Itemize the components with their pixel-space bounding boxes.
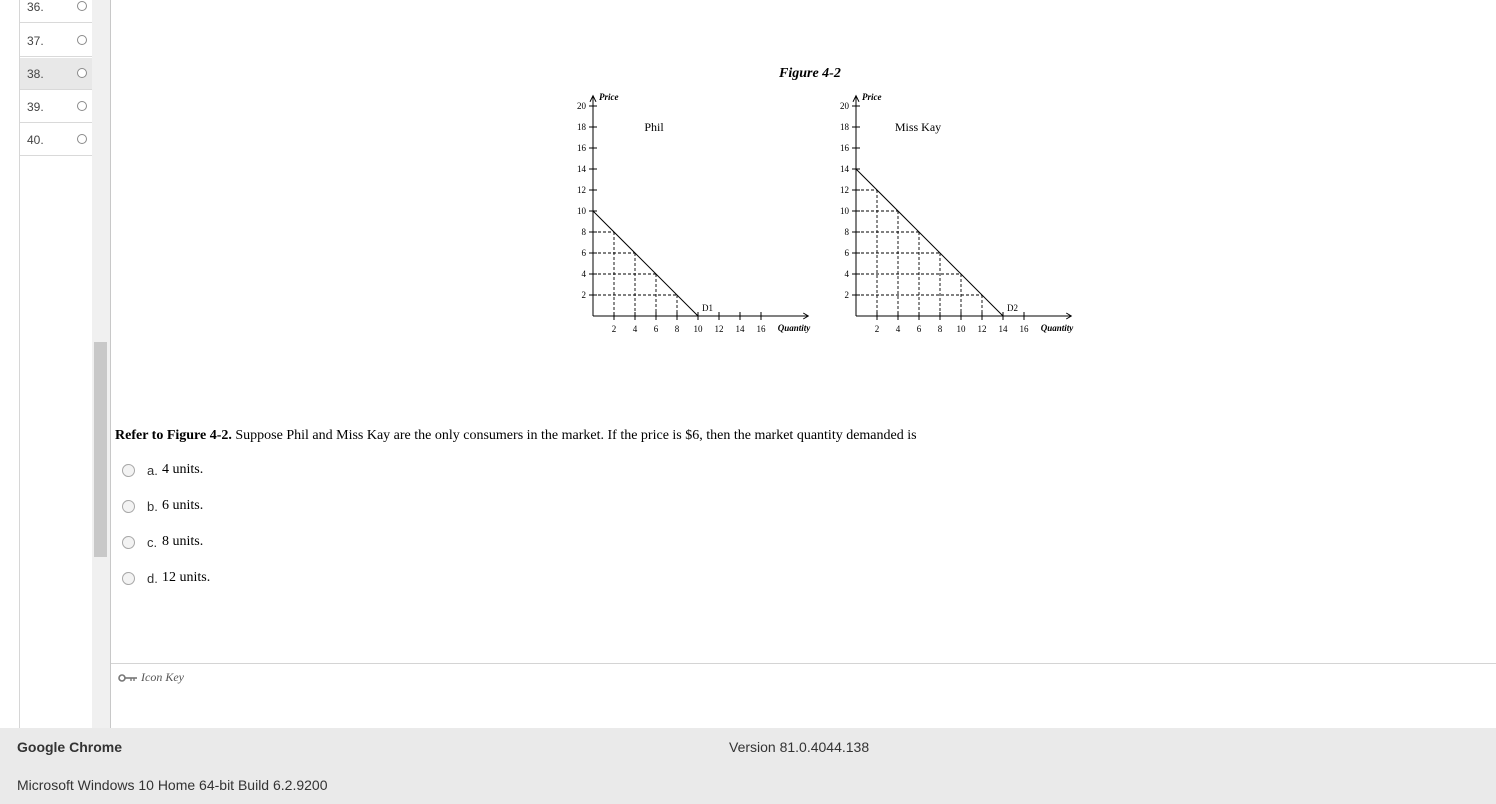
option-letter: c. (147, 535, 158, 550)
key-icon (118, 673, 138, 683)
y-tick-label: 6 (844, 248, 849, 258)
y-tick-label: 16 (577, 143, 586, 153)
radio-button[interactable] (122, 572, 135, 585)
y-tick-label: 8 (844, 227, 849, 237)
x-tick-label: 10 (693, 324, 703, 334)
question-number: 39. (27, 100, 44, 114)
question-nav-item-current[interactable] (20, 58, 93, 90)
x-axis-label: Quantity (777, 323, 811, 333)
question-number: 40. (27, 133, 44, 147)
radio-button[interactable] (122, 464, 135, 477)
y-axis-label: Price (599, 91, 619, 102)
y-tick-label: 16 (840, 143, 849, 153)
x-tick-label: 12 (977, 324, 987, 334)
y-tick-label: 20 (840, 101, 849, 111)
question-status-circle-icon (77, 101, 87, 111)
figure-title: Figure 4-2 (779, 66, 841, 81)
question-number: 36. (27, 0, 44, 14)
y-tick-label: 4 (581, 269, 586, 279)
option-letter: b. (147, 499, 158, 514)
browser-version: Version 81.0.4044.138 (729, 739, 870, 755)
y-tick-label: 10 (577, 206, 586, 216)
question-number: 38. (27, 67, 44, 81)
x-tick-label: 16 (1019, 324, 1029, 334)
x-tick-label: 14 (735, 324, 745, 334)
section-divider (111, 663, 1496, 664)
icon-key-label: Icon Key (141, 670, 184, 684)
y-tick-label: 2 (844, 290, 849, 300)
option-text: 12 units. (162, 570, 211, 585)
y-axis-label: Price (862, 91, 882, 102)
x-tick-label: 6 (653, 324, 659, 334)
question-status-circle-icon (77, 35, 87, 45)
y-tick-label: 2 (581, 290, 586, 300)
option-text: 8 units. (162, 534, 204, 549)
y-tick-label: 6 (581, 248, 586, 258)
question-status-circle-icon (77, 134, 87, 144)
y-tick-label: 14 (840, 164, 849, 174)
question-status-circle-icon (77, 1, 87, 11)
x-tick-label: 8 (674, 324, 680, 334)
chart-title: Phil (644, 120, 664, 134)
panel-divider (110, 0, 111, 728)
question-nav-item[interactable] (20, 0, 93, 23)
y-tick-label: 10 (840, 206, 849, 216)
x-tick-label: 4 (895, 324, 901, 334)
navigator-scrollbar-thumb[interactable] (94, 342, 107, 557)
y-tick-label: 18 (840, 122, 849, 132)
x-tick-label: 4 (632, 324, 638, 334)
radio-button[interactable] (122, 536, 135, 549)
y-tick-label: 12 (840, 185, 849, 195)
x-tick-label: 12 (714, 324, 724, 334)
option-letter: a. (147, 463, 158, 478)
radio-button[interactable] (122, 500, 135, 513)
question-nav-item[interactable] (20, 91, 93, 123)
x-tick-label: 16 (756, 324, 766, 334)
y-tick-label: 4 (844, 269, 849, 279)
question-stem-text: Suppose Phil and Miss Kay are the only consumers in the market. If the price is $6, then the market quantity demanded is (231, 428, 917, 443)
option-letter: d. (147, 571, 158, 586)
y-tick-label: 12 (577, 185, 586, 195)
x-tick-label: 6 (916, 324, 922, 334)
question-status-circle-icon (77, 68, 87, 78)
demand-line-label: D1 (702, 303, 713, 313)
x-tick-label: 14 (998, 324, 1008, 334)
option-text: 6 units. (162, 498, 204, 513)
question-navigator (19, 0, 93, 728)
x-axis-label: Quantity (1040, 323, 1074, 333)
x-tick-label: 2 (874, 324, 880, 334)
x-tick-label: 10 (956, 324, 966, 334)
chart-title: Miss Kay (894, 120, 942, 134)
demand-line (593, 211, 698, 316)
system-info-footer (0, 728, 1496, 804)
figure-4-2-charts (560, 88, 1100, 350)
y-tick-label: 8 (581, 227, 586, 237)
operating-system: Microsoft Windows 10 Home 64-bit Build 6.2.9200 (17, 777, 328, 793)
browser-name: Google Chrome (17, 739, 123, 755)
question-nav-item[interactable] (20, 124, 93, 156)
y-tick-label: 18 (577, 122, 586, 132)
x-tick-label: 8 (937, 324, 943, 334)
question-stem (115, 428, 917, 444)
demand-chart-2 (840, 92, 1074, 334)
x-tick-label: 2 (611, 324, 617, 334)
demand-line (856, 169, 1003, 316)
demand-chart-1 (577, 92, 811, 334)
y-tick-label: 20 (577, 101, 586, 111)
icon-key-link[interactable] (118, 670, 184, 685)
question-stem-reference: Refer to Figure 4-2. (115, 428, 232, 443)
demand-line-label: D2 (1007, 303, 1018, 313)
question-nav-item[interactable] (20, 25, 93, 57)
y-tick-label: 14 (577, 164, 586, 174)
question-number: 37. (27, 34, 44, 48)
option-text: 4 units. (162, 462, 204, 477)
